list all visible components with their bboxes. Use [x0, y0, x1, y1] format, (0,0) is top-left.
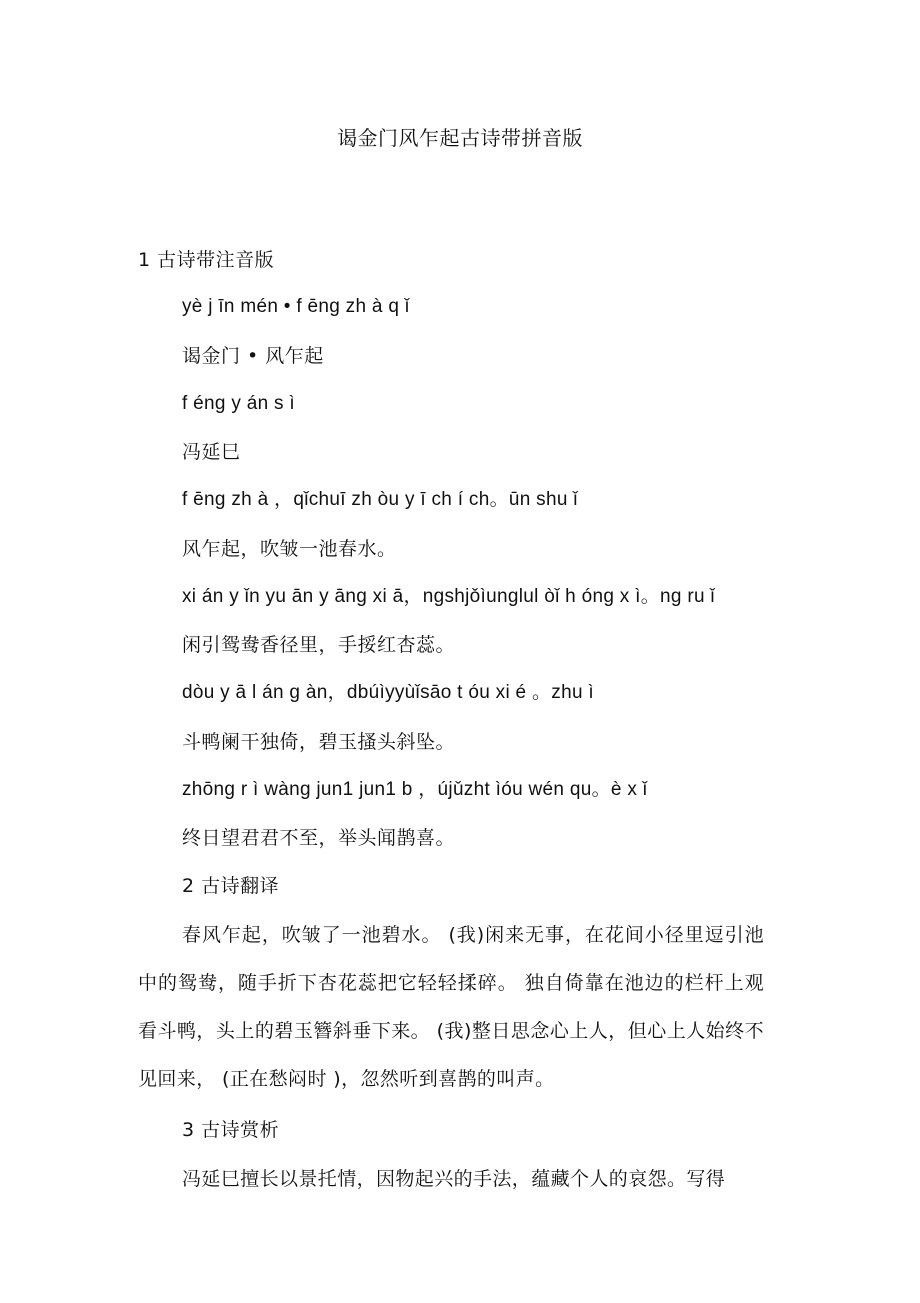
poem-author-pinyin: f éng y án s ì	[182, 393, 295, 414]
poem-author: 冯延巳	[182, 441, 241, 463]
poem-line-3-pinyin: dòu y ā l án g àn，dbúìyyùǐsāo t óu xi é 。zhu ì	[182, 682, 594, 703]
poem-title: 谒金门 • 风乍起	[182, 345, 324, 367]
page-title: 谒金门风乍起古诗带拼音版	[337, 126, 583, 150]
section-heading-translation: 2 古诗翻译	[182, 875, 280, 897]
poem-line-4: 终日望君君不至，举头闻鹊喜。	[182, 827, 456, 849]
section-heading-appreciation: 3 古诗赏析	[182, 1119, 280, 1141]
poem-line-3: 斗鸭阑干独倚，碧玉搔头斜坠。	[182, 731, 456, 753]
poem-line-1: 风乍起，吹皱一池春水。	[182, 538, 397, 560]
appreciation-paragraph: 冯延巳擅长以景托情，因物起兴的手法，蕴藏个人的哀怨。写得	[182, 1168, 726, 1190]
poem-line-2: 闲引鸳鸯香径里，手挼红杏蕊。	[182, 634, 456, 656]
poem-line-2-pinyin: xi án y ǐn yu ān y āng xi ā，ngshjǒìunglul òǐ h óng x ì。ng ru ǐ	[182, 586, 715, 607]
poem-title-pinyin: yè j īn mén • f ēng zh à q ǐ	[182, 296, 410, 317]
translation-paragraph: 春风乍起，吹皱了一池碧水。 (我)闲来无事，在花间小径里逗引池中的鸳鸯，随手折下杏花蕊把它轻轻揉碎。 独自倚靠在池边的栏杆上观看斗鸭，头上的碧玉簪斜垂下来。 (我)整日思念心上人，但心上人始终不见回来， (正在愁闷时 )，忽然听到喜鹊的叫声。	[138, 924, 764, 1090]
poem-line-1-pinyin: f ēng zh à ，qǐchuī zh òu y ī ch í ch。ūn shu ǐ	[182, 489, 578, 510]
poem-line-4-pinyin: zhōng r ì wàng jun1 jun1 b ，újǔzht ìóu wén qu。è x ǐ	[182, 779, 648, 800]
section-heading-annotated-poem: 1 古诗带注音版	[138, 249, 275, 271]
